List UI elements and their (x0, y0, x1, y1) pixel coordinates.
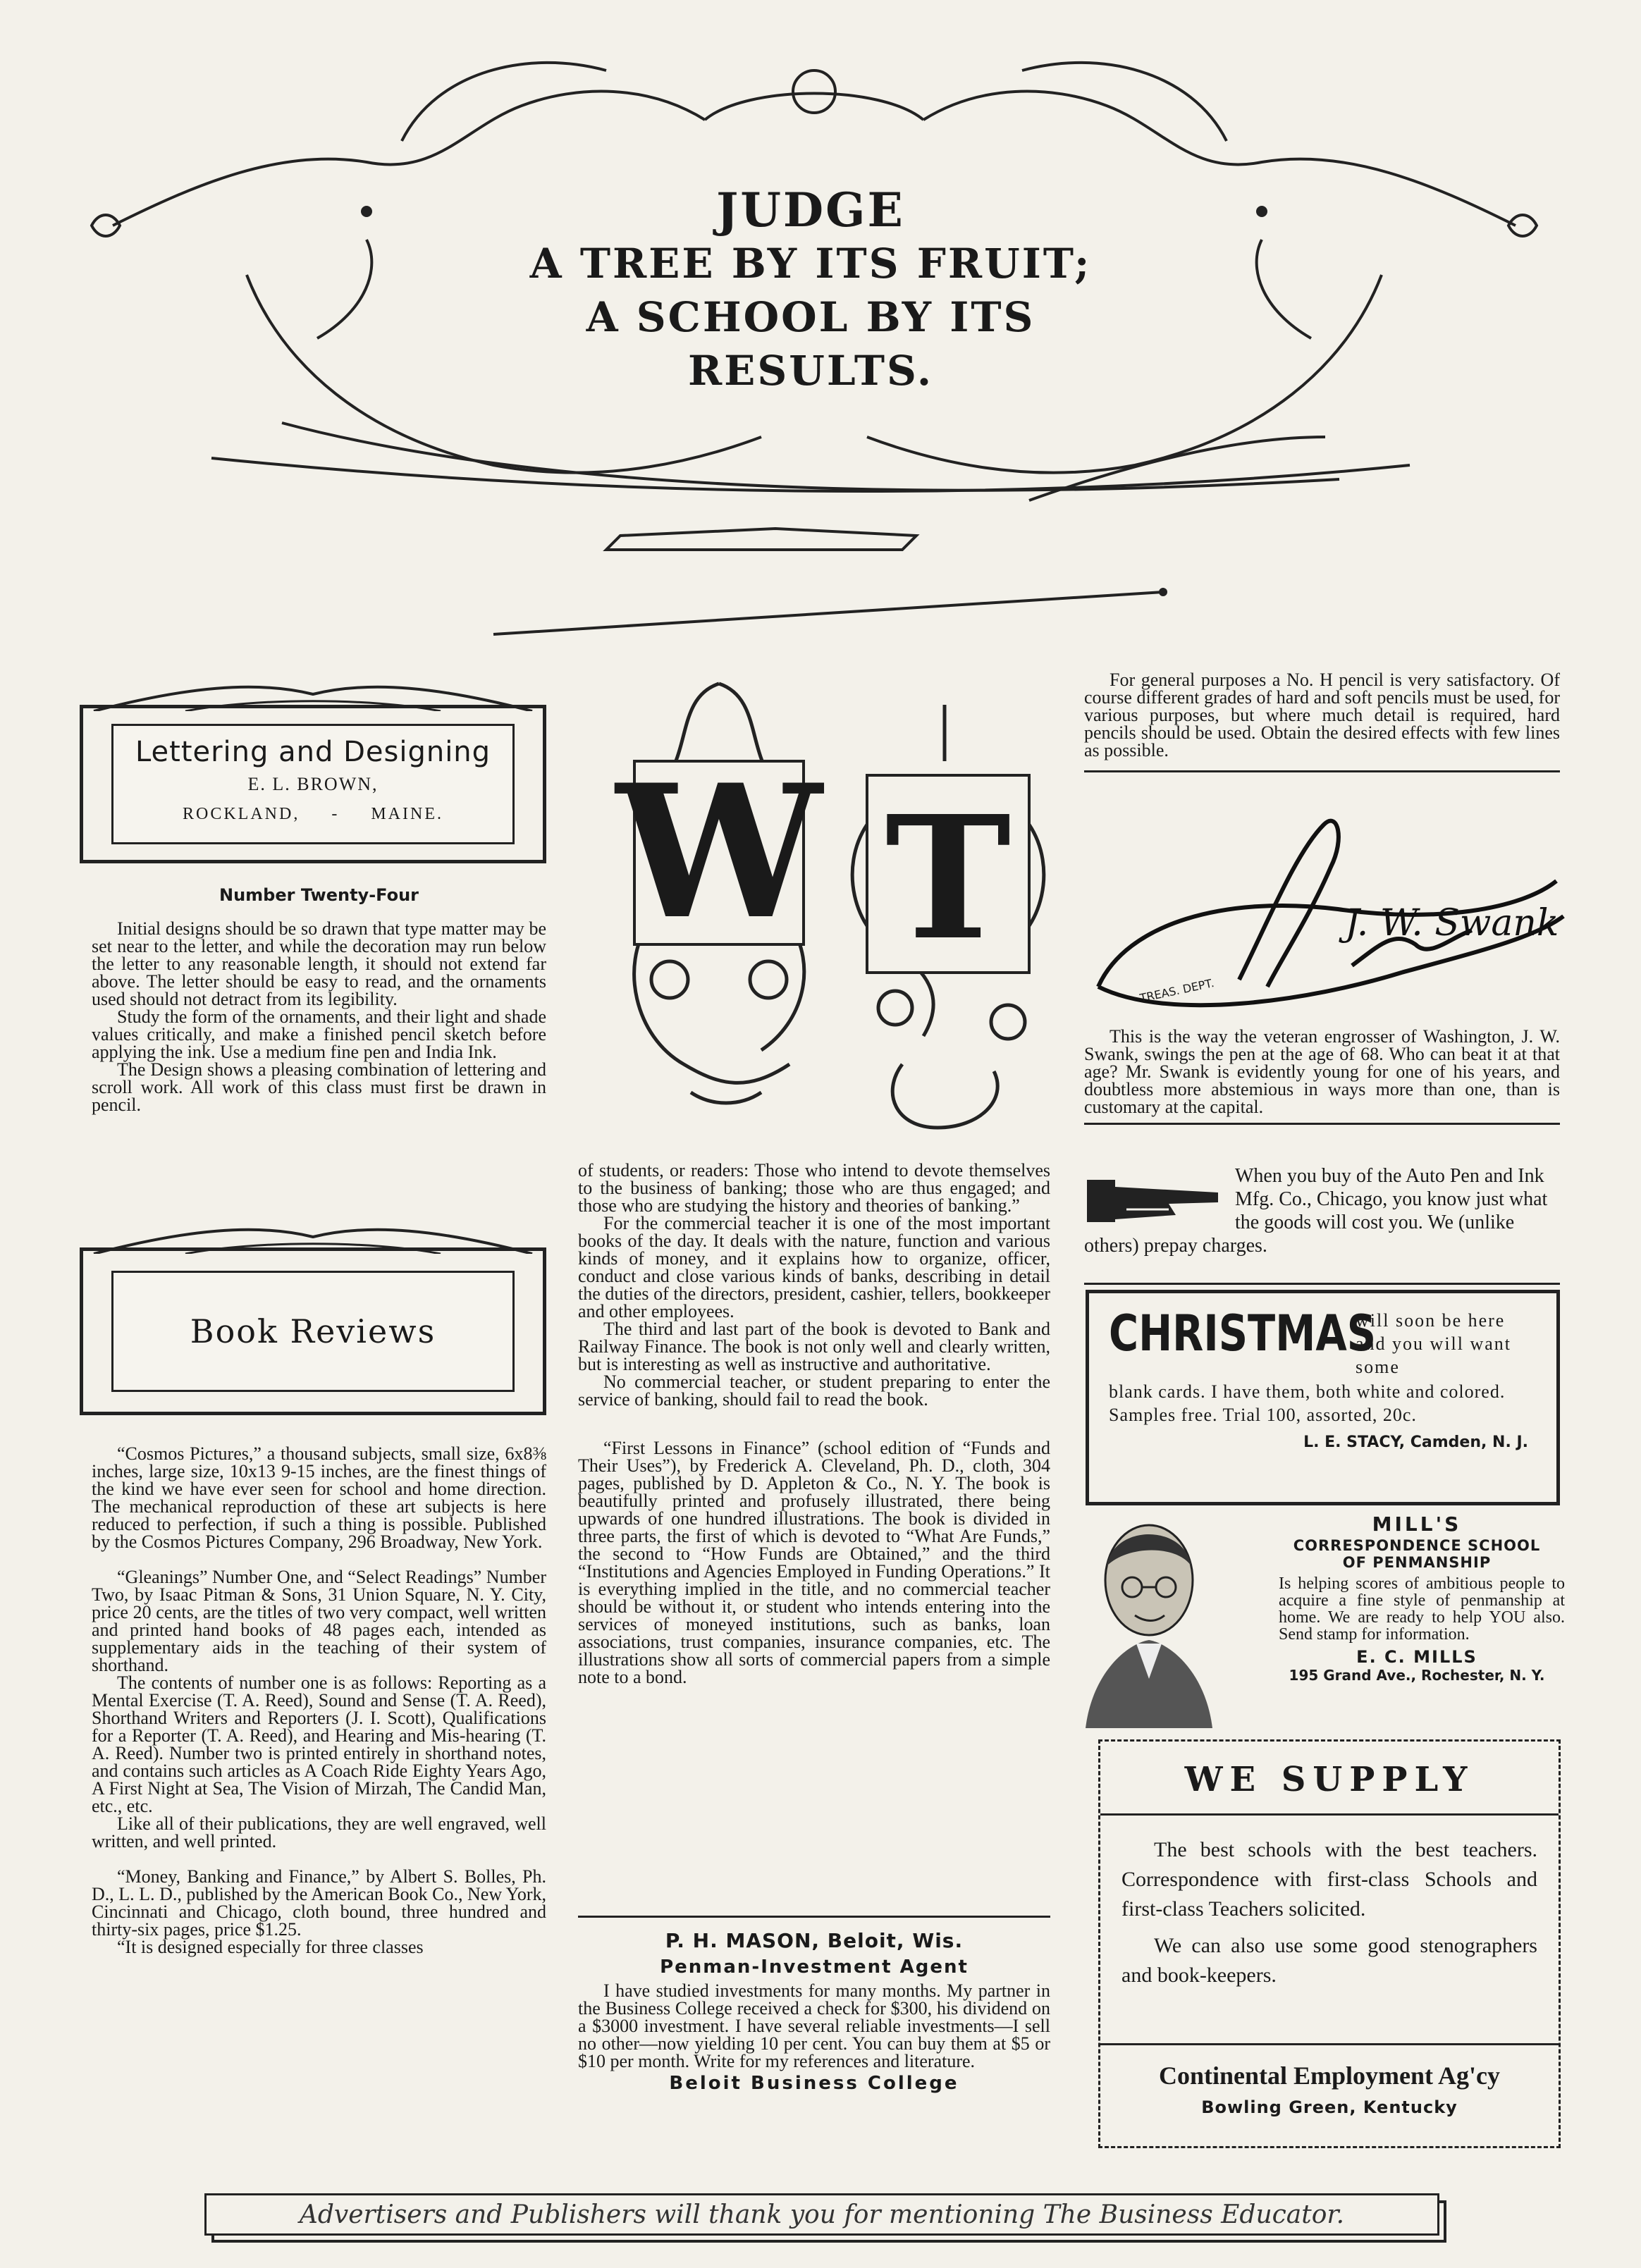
box-crest-icon (80, 680, 546, 711)
mason-subtitle: Penman-Investment Agent (660, 1956, 969, 1978)
signature-stamp: TREAS. DEPT. (1138, 976, 1216, 1005)
title-line-3: A SCHOOL BY ITS (586, 293, 1035, 341)
middle-paragraph: of students, or readers: Those who intend to devote themselves to the business of banking; those who are thus engaged; and those who are studying the history and theories of banking.” (578, 1160, 1050, 1216)
footer-banner (204, 2193, 1439, 2236)
pointing-hand-icon (1084, 1173, 1225, 1229)
review-paragraph: Like all of their publications, they are well engraved, well written, and well printed. (92, 1813, 546, 1851)
mason-body: I have studied investments for many months. My partner in the Business College received a check for $300, his dividend on a $3000 investment. I have several reliable investments—I sell no other—now yielding 10 per cent. You can buy them at $5 or $10 per month. Write for my references and literature. (578, 1980, 1050, 2071)
mason-name: P. H. MASON, Beloit, Wis. (665, 1929, 964, 1952)
supply-para-2: We can also use some good stenographers and book-keepers. (1121, 1934, 1537, 1987)
auto-pen-ad (1084, 1164, 1560, 1285)
mills-title: MILL'S (1372, 1512, 1462, 1536)
header-ornament (70, 42, 1558, 662)
mills-name: E. C. MILLS (1356, 1647, 1477, 1667)
book-reviews-box-inner (111, 1271, 515, 1392)
middle-paragraph: The third and last part of the book is devoted to Bank and Railway Finance. The book is not only well and clearly written, but is interesting as well as instructive and authoritative. (578, 1319, 1050, 1374)
place-state: MAINE. (371, 805, 443, 823)
supply-headline: WE SUPPLY (1100, 1742, 1559, 1816)
ornate-initial-w-icon (606, 670, 832, 1114)
middle-paragraph: No commercial teacher, or student preparing to enter the service of banking, should fail to read the book. (578, 1372, 1050, 1410)
initial-t: T (885, 779, 1012, 978)
lettering-box-name: E. L. BROWN, (247, 774, 379, 794)
middle-column-text (578, 1161, 1050, 1686)
lettering-article (92, 887, 546, 1114)
header-title (493, 183, 1128, 397)
christmas-body: blank cards. I have them, both white and colored. Samples free. Trial 100, assorted, 20c. (1109, 1381, 1506, 1425)
mason-footer: Beloit Business College (669, 2073, 959, 2094)
supply-agency: Continental Employment Ag'cy (1158, 2061, 1500, 2090)
title-line-2: A TREE BY ITS FRUIT; (529, 240, 1092, 288)
lettering-box-inner (111, 724, 515, 844)
middle-paragraph: For the commercial teacher it is one of the most important books of the day. It deals with the nature, function and various kinds of money, and it explains how to organize, officer, conduct and close various kinds of banks, describing in detail the duties of the directors, president, cashier, tellers, bookkeeper and other employees. (578, 1213, 1050, 1321)
pencil-note-text: For general purposes a No. H pencil is very satisfactory. Of course different grades of hard and soft pencils must be used, for various purposes, but where much detail is required, hard pencils should be used. Obtain the desired effects with few lines as possible. (1084, 670, 1560, 760)
christmas-signature: L. E. STACY, Camden, N. J. (1303, 1434, 1528, 1451)
review-paragraph: “It is designed especially for three classes (117, 1937, 424, 1957)
mills-subtitle-1: CORRESPONDENCE SCHOOL (1293, 1537, 1541, 1554)
article-paragraph: The Design shows a pleasing combination of lettering and scroll work. All work of this class must first be drawn in pencil. (92, 1059, 546, 1115)
auto-pen-text: When you buy of the Auto Pen and Ink Mfg. Co., Chicago, you know just what the goods will cost you. We (unlike others) prepay charges. (1084, 1165, 1548, 1257)
place-city: ROCKLAND, (183, 805, 300, 823)
mason-ad (578, 1916, 1050, 2094)
mills-address: 195 Grand Ave., Rochester, N. Y. (1289, 1667, 1545, 1684)
review-paragraph: The contents of number one is as follows: Reporting as a Mental Exercise (T. A. Reed), Sound and Sense (T. A. Reed), Shorthand Writers and Reporters (J. I. Scott), Qualifications for a Reporter (T. A. Reed), and Hearing and Mis-hearing (T. A. Reed). Number two is printed entirely in shorthand notes, and contains such articles as A Coach Ride Eighty Years Ago, A First Night at Sea, The Vision of Mirzah, The Candid Man, etc., etc. (92, 1672, 546, 1816)
box-crest-icon (80, 1223, 546, 1254)
book-reviews-title: Book Reviews (190, 1312, 436, 1350)
swank-note (1084, 1028, 1560, 1125)
article-heading: Number Twenty-Four (219, 885, 419, 905)
review-paragraph: “Gleanings” Number One, and “Select Readings” Number Two, by Isaac Pitman & Sons, 31 Union Square, N. Y. City, price 20 cents, are the titles of two very compact, well written and printed hand books of 48 pages each, intended as supplementary aids in the teaching of their system of shorthand. (92, 1567, 546, 1675)
review-paragraph: “Cosmos Pictures,” a thousand subjects, small size, 6x8⅜ inches, large size, 10x13 9-15 inches, are the finest things of the kind we have ever seen for school and home direction. The mechanical reproduction of these art subjects is here reduced to perfection, if such a thing is possible. Published by the Cosmos Pictures Company, 296 Broadway, New York. (92, 1443, 546, 1552)
supply-location: Bowling Green, Kentucky (1201, 2097, 1458, 2117)
title-line-4: RESULTS. (687, 347, 934, 395)
pencil-note (1084, 671, 1560, 772)
christmas-side-text: will soon be here and you will want some (1356, 1310, 1512, 1377)
supply-para-1: The best schools with the best teachers. Correspondence with first-class Schools and first-class Teachers solicited. (1121, 1838, 1537, 1921)
review-paragraph: “Money, Banking and Finance,” by Albert S. Bolles, Ph. D., L. L. D., published by the American Book Co., New York, Cincinnati and Chicago, cloth bound, three hundred and thirty-six pages, price $1.25. (92, 1866, 546, 1940)
book-reviews-box (80, 1247, 546, 1415)
swank-note-text: This is the way the veteran engrosser of Washington, J. W. Swank, swings the pen at the age of 68. Who can beat it at that age? Mr. Swank is evidently young for one of his years, and doubtless more abstemious in ways more than one, than is customary at the capital. (1084, 1026, 1560, 1117)
lettering-box-title: Lettering and Designing (135, 736, 491, 768)
footer-script: Advertisers and Publishers will thank you for mentioning The Business Educator. (299, 2200, 1345, 2229)
middle-paragraph: “First Lessons in Finance” (school edition of “Funds and Their Uses”), by Frederick A. Cleveland, Ph. D., cloth, 304 pages, published by D. Appleton & Co., N. Y. The book is beautifully printed and profusely illustrated, there being upwards of one hundred illustrations. The book is divided in three parts, the first of which is devoted to “What Are Funds,” the second to “How Funds are Obtained,” and the third “Institutions and Agencies Employed in Funding Operations.” It is everything implied in the title, and no commercial teacher should be without it, or student who intends entering into the services of moneyed institutions, such as banks, loan associations, trust companies, insurance companies, etc. The illustrations show all sorts of commercial papers from a simple note to a bond. (578, 1438, 1050, 1687)
mills-ad (1086, 1512, 1565, 1731)
christmas-headline: CHRISTMAS (1109, 1305, 1377, 1362)
portrait-avatar (1086, 1517, 1212, 1728)
article-paragraph: Study the form of the ornaments, and their light and shade values critically, and make a finished pencil sketch before applying the ink. Use a medium fine pen and India Ink. (92, 1006, 546, 1062)
title-line-1: JUDGE (716, 183, 905, 238)
article-paragraph: Initial designs should be so drawn that type matter may be set near to the letter, and while the decoration may run below the letter to any reasonable length, it should not extend far above. The letter should be easy to read, and the ornaments used should not detract from its legibility. (92, 918, 546, 1009)
place-dash: - (331, 805, 340, 823)
signature-script: J. W. Swank (1345, 902, 1559, 944)
supply-ad (1098, 1739, 1561, 2148)
initial-designs (592, 670, 1057, 1121)
swank-signature (1084, 811, 1571, 1029)
ornate-initial-t-icon (839, 698, 1057, 1142)
lettering-box (80, 705, 546, 863)
mills-body: Is helping scores of ambitious people to acquire a fine style of penmanship at home. We are ready to help YOU also. Send stamp for information. (1279, 1574, 1565, 1644)
initial-w: W (616, 745, 822, 960)
lettering-box-place (113, 805, 512, 824)
mills-subtitle-2: OF PENMANSHIP (1342, 1554, 1492, 1571)
book-reviews-column (92, 1445, 546, 1956)
christmas-ad (1086, 1290, 1560, 1505)
